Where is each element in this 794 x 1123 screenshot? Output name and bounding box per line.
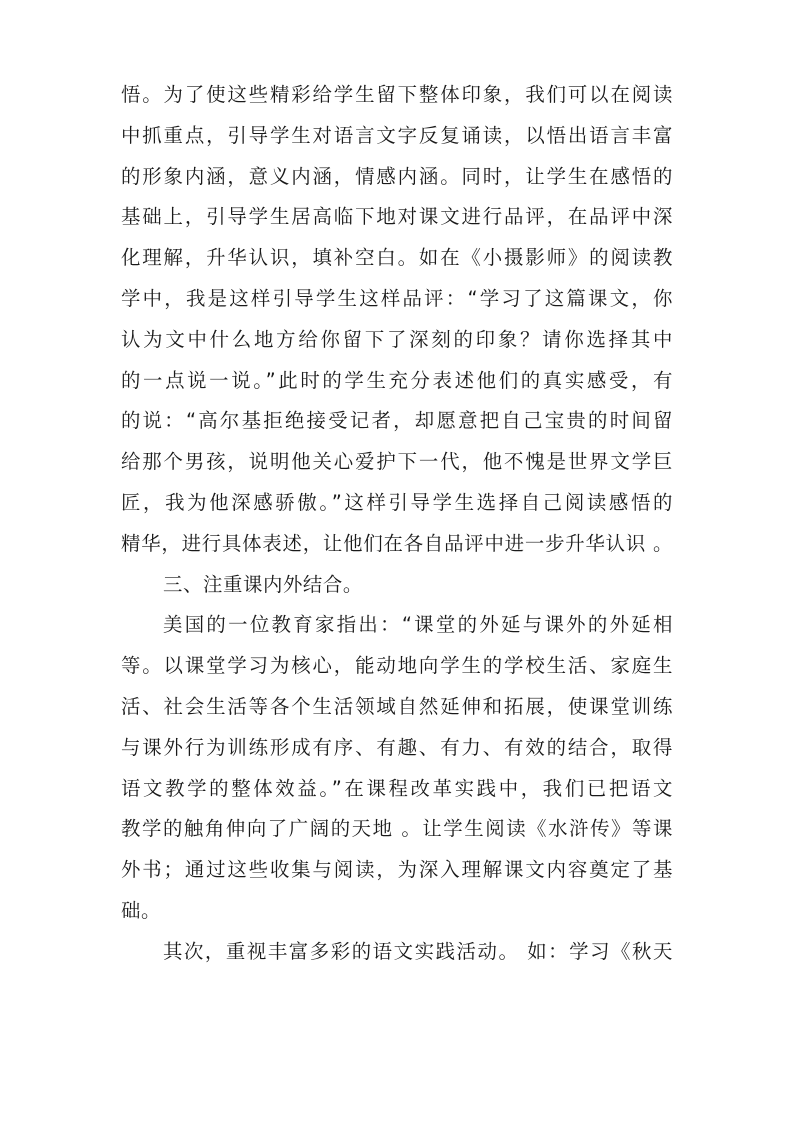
text-line: 的说：“高尔基拒绝接受记者，却愿意把自己宝贵的时间留 xyxy=(121,409,673,433)
text-line: 语文教学的整体效益。”在课程改革实践中，我们已把语文 xyxy=(121,776,673,800)
text-line: 美国的一位教育家指出：“课堂的外延与课外的外延相 xyxy=(163,613,673,637)
text-line: 等。以课堂学习为核心，能动地向学生的学校生活、家庭生 xyxy=(121,654,673,678)
text-line: 其次，重视丰富多彩的语文实践活动。 如：学习《秋天 xyxy=(163,939,673,963)
text-line: 学中，我是这样引导学生这样品评：“学习了这篇课文，你 xyxy=(121,286,673,310)
body-text xyxy=(121,75,673,973)
text-line: 教学的触角伸向了广阔的天地 。让学生阅读《水浒传》等课 xyxy=(121,817,673,841)
text-line: 认为文中什么地方给你留下了深刻的印象？请你选择其中 xyxy=(121,327,673,351)
text-line: 给那个男孩，说明他关心爱护下一代，他不愧是世界文学巨 xyxy=(121,450,673,474)
text-line: 外书；通过这些收集与阅读，为深入理解课文内容奠定了基 xyxy=(121,858,673,882)
text-line: 活、社会生活等各个生活领域自然延伸和拓展，使课堂训练 xyxy=(121,694,673,718)
text-line: 的形象内涵，意义内涵，情感内涵。同时，让学生在感悟的 xyxy=(121,164,673,188)
text-line: 础。 xyxy=(121,898,161,922)
text-line: 悟。为了使这些精彩给学生留下整体印象，我们可以在阅读 xyxy=(121,83,673,106)
text-line: 匠，我为他深感骄傲。”这样引导学生选择自己阅读感悟的 xyxy=(121,490,673,514)
text-line: 精华，进行具体表述，让他们在各自品评中进一步升华认识 。 xyxy=(121,531,673,555)
section-heading: 三、注重课内外结合。 xyxy=(163,572,363,596)
text-line: 化理解，升华认识，填补空白。如在《小摄影师》的阅读教 xyxy=(121,246,673,270)
text-line: 中抓重点，引导学生对语言文字反复诵读，以悟出语言丰富 xyxy=(121,123,673,147)
text-line: 与课外行为训练形成有序、有趣、有力、有效的结合，取得 xyxy=(121,735,673,759)
text-line: 基础上，引导学生居高临下地对课文进行品评，在品评中深 xyxy=(121,205,673,229)
text-line: 的一点说一说。”此时的学生充分表述他们的真实感受，有 xyxy=(121,368,673,392)
